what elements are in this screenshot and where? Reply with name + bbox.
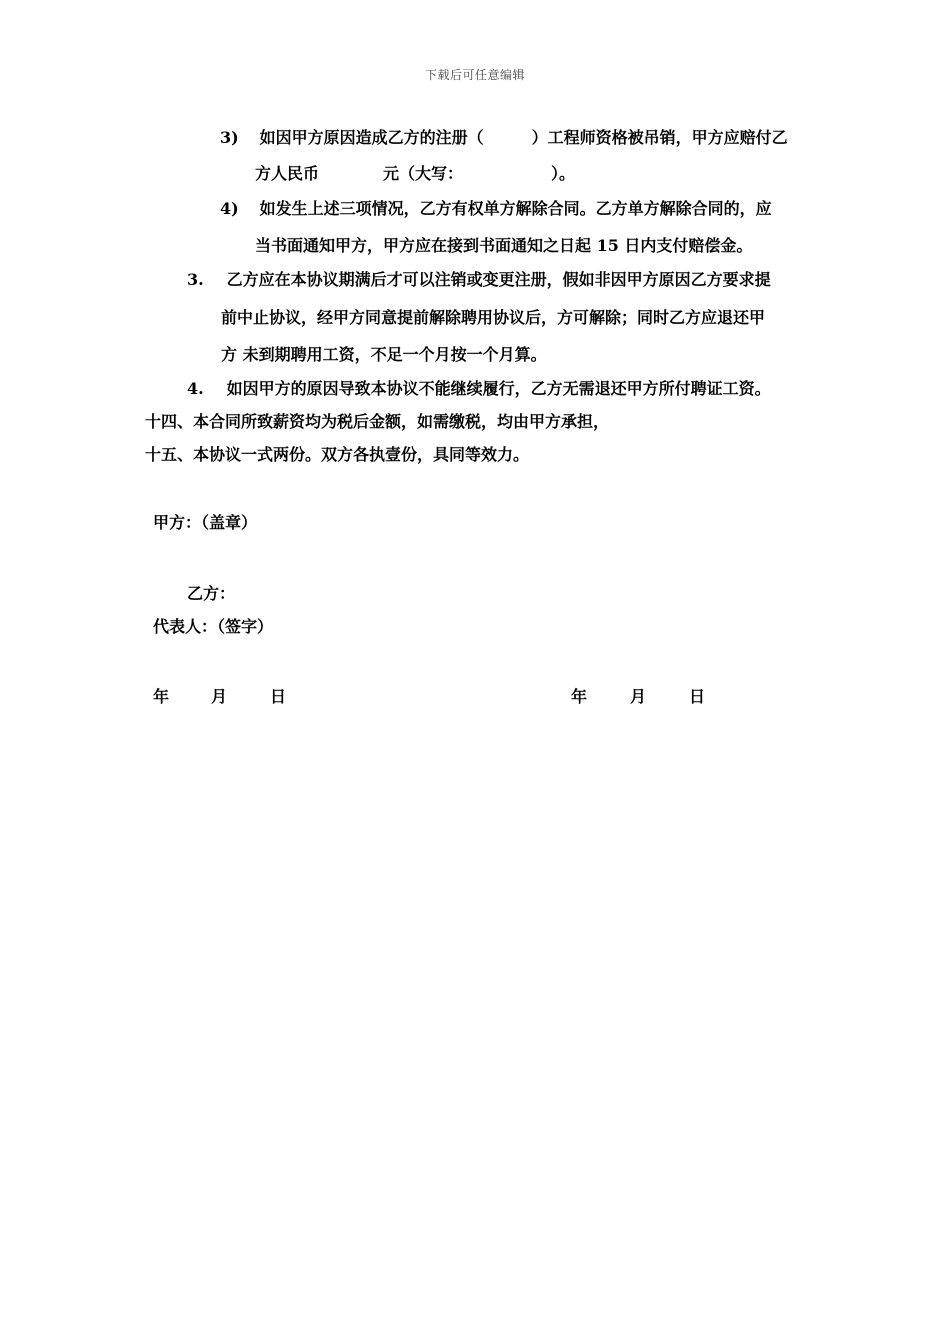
clause-3-text-1: 乙方应在本协议期满后才可以注销或变更注册，假如非因甲方原因乙方要求提	[226, 270, 771, 289]
right-date-day: 日	[689, 687, 706, 706]
clause-4-line	[187, 379, 771, 399]
left-date-day: 日	[270, 687, 287, 706]
clause-3-line-1	[187, 270, 771, 290]
left-date-year: 年	[153, 687, 170, 706]
clause-4-number: 4.	[187, 379, 204, 398]
item-4-text-2: 当书面通知甲方，甲方应在接到书面通知之日起 15 日内支付赔偿金。	[255, 236, 753, 255]
item-3-text-1: 如因甲方原因造成乙方的注册（ ）工程师资格被吊销，甲方应赔付乙	[259, 128, 788, 147]
item-3-line-1	[220, 128, 788, 148]
clause-3-text-3: 方 未到期聘用工资，不足一个月按一个月算。	[221, 345, 547, 364]
representative-signature: 代表人：（签字）	[153, 617, 274, 636]
right-date-year: 年	[571, 687, 588, 706]
party-a-seal: 甲方：（盖章）	[153, 513, 258, 532]
item-3-text-2: 方人民币 元（大写： ）。	[255, 164, 576, 183]
clause-14: 十四、本合同所致薪资均为税后金额，如需缴税，均由甲方承担，	[145, 412, 610, 431]
clause-3-text-2: 前中止协议，经甲方同意提前解除聘用协议后，方可解除；同时乙方应退还甲	[221, 308, 766, 327]
clause-4-text: 如因甲方的原因导致本协议不能继续履行，乙方无需退还甲方所付聘证工资。	[226, 379, 771, 398]
item-4-number: 4)	[220, 199, 239, 218]
party-b-label: 乙方：	[187, 584, 236, 603]
left-date-month: 月	[211, 687, 228, 706]
item-4-line-1	[220, 199, 772, 219]
page-header: 下载后可任意编辑	[424, 68, 525, 82]
clause-15: 十五、本协议一式两份。双方各执壹份，具同等效力。	[145, 445, 530, 464]
right-date-month: 月	[630, 687, 647, 706]
item-4-text-1: 如发生上述三项情况，乙方有权单方解除合同。乙方单方解除合同的，应	[259, 199, 772, 218]
clause-3-number: 3.	[187, 270, 204, 289]
item-3-number: 3)	[220, 128, 239, 147]
